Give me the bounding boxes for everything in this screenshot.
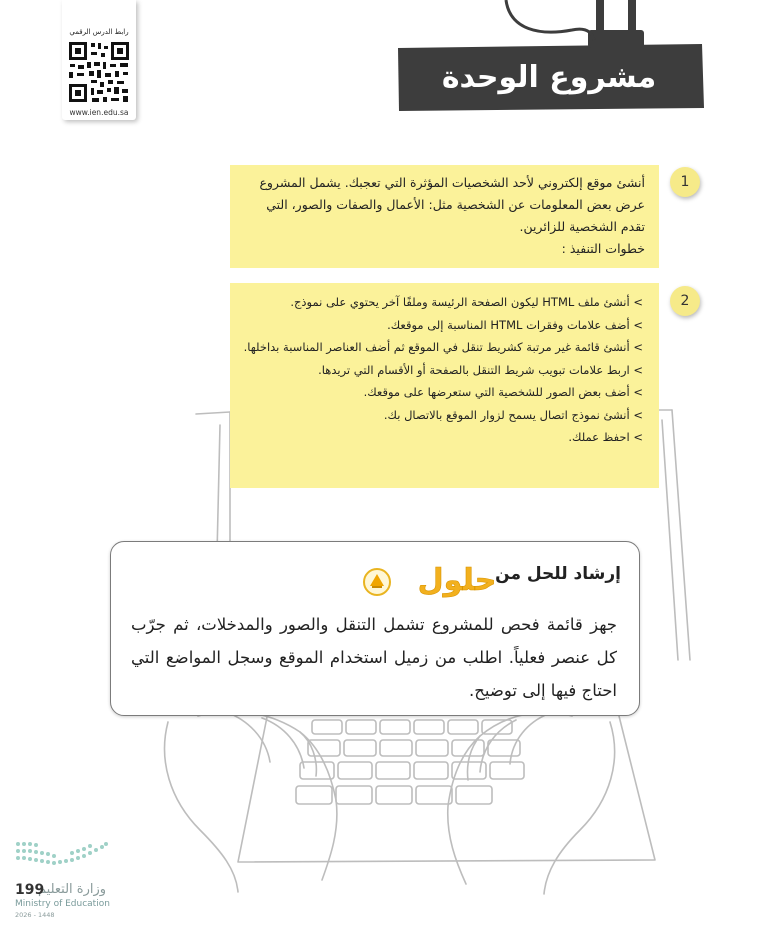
task2-step: > أنشئ نموذج اتصال يسمح لزوار الموقع بالاتصال بك.	[383, 407, 643, 422]
task2-step: > أنشئ ملف HTML ليكون الصفحة الرئيسة وملفًا آخر يحتوي على نموذج.	[290, 295, 643, 309]
task2-step: > أضف بعض الصور للشخصية التي ستعرضها على موقعك.	[363, 385, 643, 399]
task2-step: > احفظ عملك.	[568, 430, 643, 444]
guidance-heading: إرشاد للحل من	[495, 564, 621, 584]
guidance-text: جهز قائمة فحص للمشروع تشمل التنقل والصور والمدخلات، ثم جرّب كل عنصر فعلياً. اطلب من زميل استخدام الموقع وسجل المواضع التي احتاج فيها إلى توضيح.	[131, 615, 617, 700]
task-number-badge-1: 1	[670, 167, 700, 197]
page-number: 199	[15, 882, 45, 898]
task2-step: > اربط علامات تبويب شريط التنقل بالصفحة أو الأقسام التي تريدها.	[318, 362, 643, 377]
task2-step: > أضف علامات وفقرات HTML المناسبة إلى موقعك.	[387, 317, 643, 332]
qr-code-icon	[67, 40, 131, 104]
ministry-name-arabic: وزارة التعليم	[38, 882, 107, 897]
task2-steps-list	[240, 291, 643, 449]
qr-url: www.ien.edu.sa	[69, 108, 129, 117]
task1-steps-label: خطوات التنفيذ :	[561, 241, 645, 256]
task2-step: > أنشئ قائمة غير مرتبة كشريط تنقل في الموقع ثم أضف العناصر المناسبة بداخلها.	[243, 340, 643, 354]
digital-lesson-qr-card[interactable]	[62, 0, 136, 120]
hulul-logo-text: حلول	[417, 563, 497, 598]
task2-note-box	[230, 283, 659, 488]
solution-guidance-box	[110, 541, 640, 716]
task1-note-box	[230, 165, 659, 268]
unit-title: مشروع الوحدة	[441, 60, 657, 95]
ministry-name-english: Ministry of Education	[15, 899, 110, 909]
ministry-logo-icon	[14, 840, 110, 876]
task-number-badge-2: 2	[670, 286, 700, 316]
hulul-logo	[361, 556, 501, 600]
task1-paragraph: أنشئ موقع إلكتروني لأحد الشخصيات المؤثرة التي تعجبك. يشمل المشروع عرض بعض المعلومات عن الشخصية مثل: الأعمال والصفات والصور، التي تقدم الشخصية للزائرين.	[259, 175, 645, 234]
qr-title: رابط الدرس الرقمي	[69, 28, 129, 36]
academic-year: 2026 - 1448	[15, 911, 55, 919]
